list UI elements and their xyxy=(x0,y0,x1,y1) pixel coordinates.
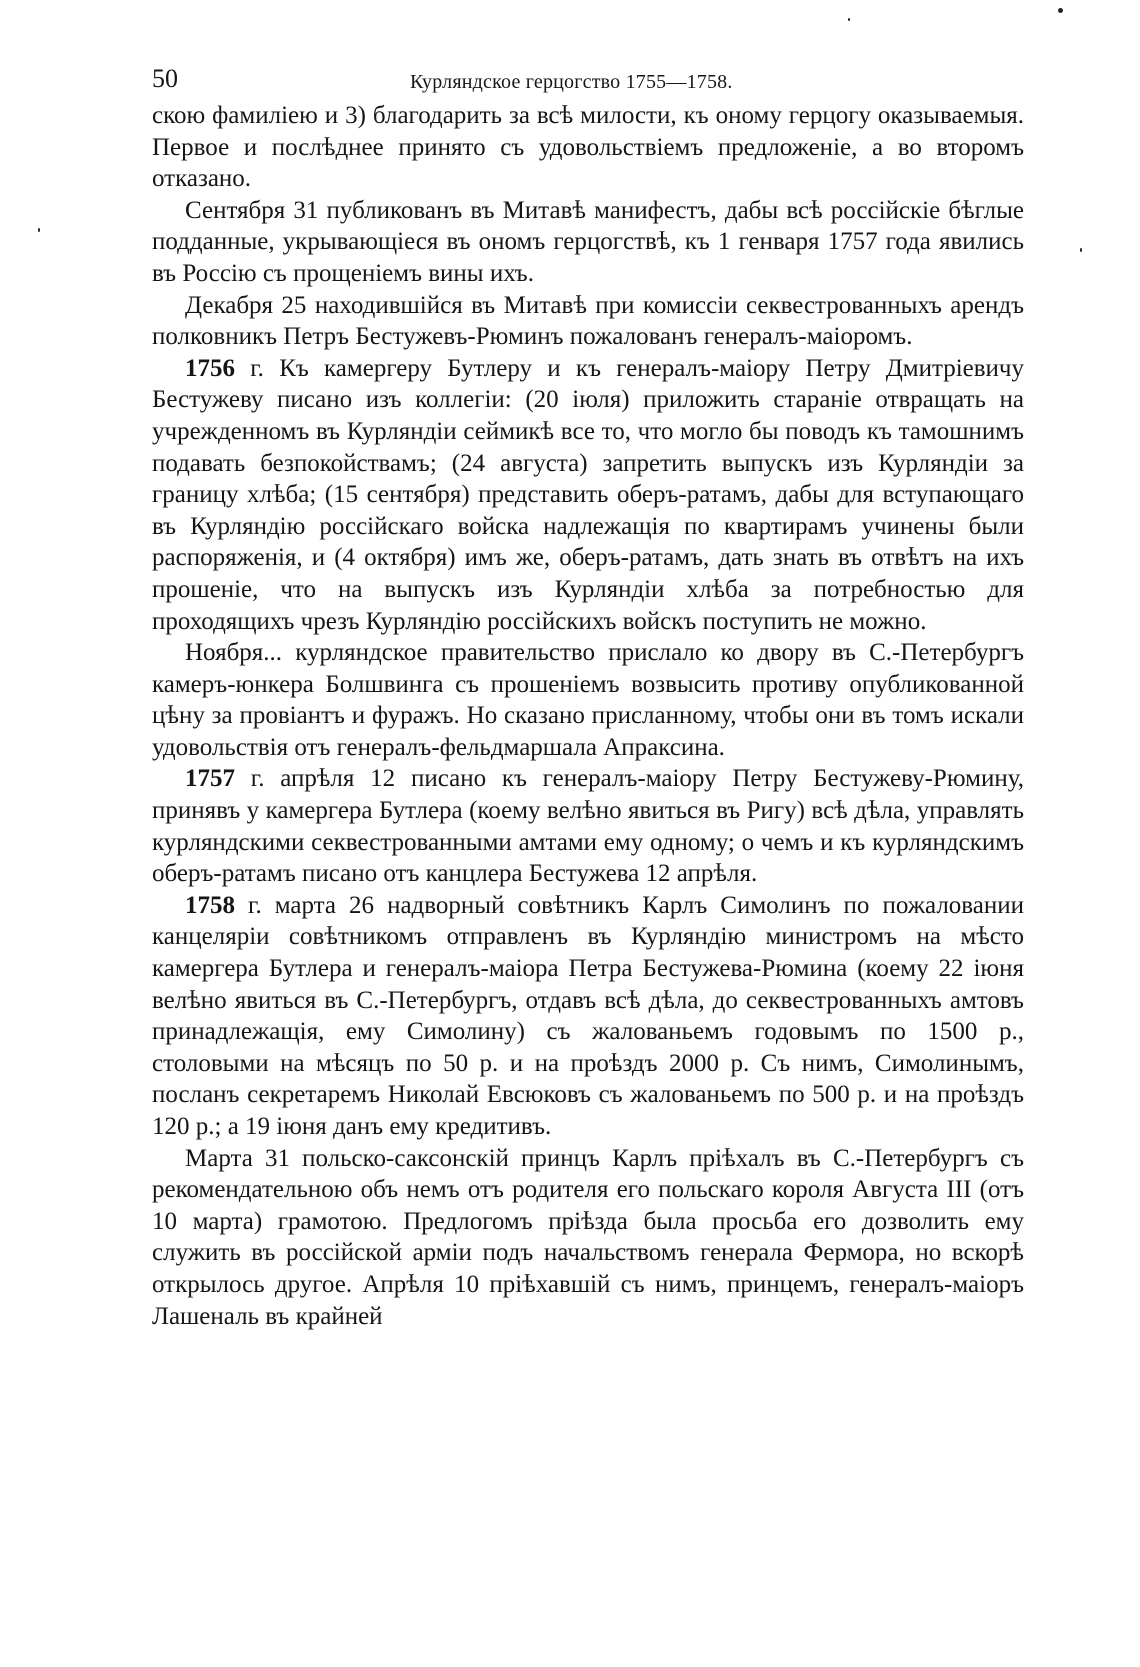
paragraph-september-1755 xyxy=(152,195,1024,290)
paragraph-text: Декабря 25 находившійся въ Митавѣ при комиссіи секвестрованныхъ арендъ полковникъ Петръ Бестужевъ-Рюминъ пожалованъ генералъ-маіоромъ. xyxy=(152,291,1024,351)
page-number: 50 xyxy=(152,64,178,93)
body-text xyxy=(152,100,1024,1332)
paragraph-march-1758 xyxy=(152,1143,1024,1333)
paragraph-text: Ноября... курляндское правительство прислало ко двору въ С.-Петербургъ камеръ-юнкера Болшвинга съ прошеніемъ возвысить противу опубликованной цѣну за провіантъ и фуражъ. Но сказано присланному, чтобы они въ томъ искали удовольствія отъ генералъ-фельдмаршала Апраксина. xyxy=(152,639,1024,761)
paragraph-text: Сентября 31 публикованъ въ Митавѣ манифестъ, дабы всѣ россійскіе бѣглые подданные, укрывающіеся въ ономъ герцогствѣ, къ 1 генваря 1757 года явились въ Россію съ прощеніемъ вины ихъ. xyxy=(152,196,1024,287)
paragraph-1758 xyxy=(152,890,1024,1143)
scan-speck xyxy=(1080,248,1082,252)
paragraph-text: Марта 31 польско-саксонскій принцъ Карлъ пріѣхалъ въ С.-Петербургъ съ рекомендательною объ немъ отъ родителя его польскаго короля Августа III (отъ 10 марта) грамотою. Предлогомъ пріѣзда была просьба его дозволить ему служить въ россійской арміи подъ начальствомъ генерала Фермора, но вскорѣ открылось другое. Апрѣля 10 пріѣхавшій съ нимъ, принцемъ, генералъ-маіоръ Лашеналь въ крайней xyxy=(152,1144,1024,1330)
paragraph-continued xyxy=(152,100,1024,195)
running-title: Курляндское герцогство 1755—1758. xyxy=(410,71,733,93)
paragraph-december-1755 xyxy=(152,290,1024,353)
paragraph-1756 xyxy=(152,353,1024,637)
document-page xyxy=(152,58,1024,1332)
year-heading: 1756 xyxy=(185,354,235,382)
paragraph-text: скою фамиліею и 3) благодарить за всѣ милости, къ оному герцогу оказываемыя. Первое и послѣднее принято съ удовольствіемъ предложеніе, а во второмъ отказано. xyxy=(152,102,1024,193)
paragraph-1757 xyxy=(152,763,1024,889)
year-heading: 1757 xyxy=(185,765,235,793)
paragraph-text: г. апрѣля 12 писано къ генералъ-маіору Петру Бестужеву-Рюмину, принявъ у камергера Бутлера (коему велѣно явиться въ Ригу) всѣ дѣла, управлять курляндскими секвестрованными амтами ему одному; о чемъ и къ курляндскимъ оберъ-ратамъ писано отъ канцлера Бестужева 12 апрѣля. xyxy=(152,765,1024,888)
scan-speck xyxy=(38,228,40,232)
paragraph-text: г. марта 26 надворный совѣтникъ Карлъ Симолинъ по пожаловании канцеляріи совѣтникомъ отправленъ въ Курляндію министромъ на мѣсто камергера Бутлера и генералъ-маіора Петра Бестужева-Рюмина (коему 22 іюня велѣно явиться въ С.-Петербургъ, отдавъ всѣ дѣла, до секвестрованныхъ амтовъ принадлежащія, ему Симолину) съ жалованьемъ годовымъ по 1500 р., столовыми на мѣсяцъ по 50 р. и на проѣздъ 2000 р. Съ нимъ, Симолинымъ, посланъ секретаремъ Николай Евсюковъ съ жалованьемъ по 500 р. и на проѣздъ 120 р.; а 19 іюня данъ ему кредитивъ. xyxy=(152,891,1024,1140)
paragraph-text: г. Къ камергеру Бутлеру и къ генералъ-маіору Петру Дмитріевичу Бестужеву писано изъ коллегіи: (20 іюля) приложить стараніе отвращать на учрежденномъ въ Курляндіи сеймикѣ все то, что могло бы поводъ къ тамошнимъ подавать безпокойствамъ; (24 августа) запретить выпускъ изъ Курляндіи за границу хлѣба; (15 сентября) представить оберъ-ратамъ, дабы для вступающаго въ Курляндію россійскаго войска надлежащія по квартирамъ учинены были распоряженія, и (4 октября) имъ же, оберъ-ратамъ, дать знать въ отвѣтъ на ихъ прошеніе, что на выпускъ изъ Курляндіи хлѣба за потребностью для проходящихъ чрезъ Курляндію россійскихъ войскъ поступить не можно. xyxy=(152,354,1024,635)
running-header xyxy=(152,58,1024,100)
year-heading: 1758 xyxy=(185,891,235,919)
paragraph-november-1756 xyxy=(152,637,1024,763)
scan-speck xyxy=(1058,8,1063,13)
scan-speck xyxy=(848,18,850,21)
